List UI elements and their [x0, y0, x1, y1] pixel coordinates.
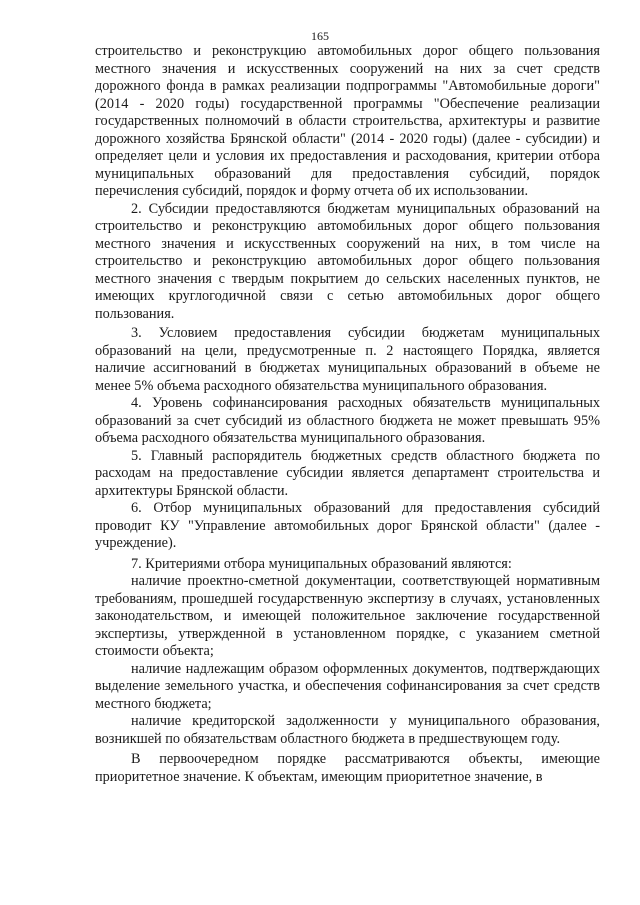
document-body — [95, 43, 600, 786]
paragraph-item-2: 2. Субсидии предоставляются бюджетам муниципальных образований на строительство и реконструкцию автомобильных дорог общего пользования местного значения и искусственных сооружений на них, в том числе на строительство и реконструкцию автомобильных дорог общего пользования местного значения с твердым покрытием до сельских населенных пунктов, не имеющих круглогодичной связи с сетью автомобильных дорог общего пользования. — [95, 200, 600, 322]
criteria-land-documents: наличие надлежащим образом оформленных документов, подтверждающих выделение земельного участка, и обеспечения софинансирования за счет средств местного бюджета; — [95, 660, 600, 712]
criteria-project-documentation: наличие проектно-сметной документации, соответствующей нормативным требованиям, прошедшей государственную экспертизу в случаях, установленных законодательством, и имеющей положительное заключение государственной экспертизы, утвержденной в установленном порядке, с указанием сметной стоимости объекта; — [95, 573, 600, 659]
paragraph-item-3: 3. Условием предоставления субсидии бюджетам муниципальных образований на цели, предусмотренные п. 2 настоящего Порядка, является наличие ассигнований в бюджетах муниципальных образований в объеме не менее 5% объема расходного обязательства муниципального образования. — [95, 325, 600, 394]
criteria-creditor-debt: наличие кредиторской задолженности у муниципального образования, возникшей по обязательствам областного бюджета в предшествующем году. — [95, 713, 600, 747]
paragraph-item-4: 4. Уровень софинансирования расходных обязательств муниципальных образований за счет субсидий из областного бюджета не может превышать 95% объема расходного обязательства муниципального образования. — [95, 395, 600, 446]
paragraph-priority-objects: В первоочередном порядке рассматриваются объекты, имеющие приоритетное значение. К объектам, имеющим приоритетное значение, в — [95, 751, 600, 785]
paragraph-item-6: 6. Отбор муниципальных образований для предоставления субсидий проводит КУ "Управление автомобильных дорог Брянской области" (далее - учреждение). — [95, 500, 600, 551]
page-number: 165 — [311, 29, 329, 43]
paragraph-item-7: 7. Критериями отбора муниципальных образований являются: — [131, 555, 512, 572]
paragraph-item-5: 5. Главный распорядитель бюджетных средств областного бюджета по расходам на предоставление субсидии является департамент строительства и архитектуры Брянской области. — [95, 447, 600, 499]
paragraph-continuation: строительство и реконструкцию автомобильных дорог общего пользования местного значения и искусственных сооружений на них за счет средств дорожного фонда в рамках реализации подпрограммы "Автомобильные дороги" (2014 - 2020 годы) государственной программы "Обеспечение реализации государственных полномочий в области строительства, архитектуры и развитие дорожного хозяйства Брянской области" (2014 - 2020 годы) (далее - субсидии) и определяет цели и условия их предоставления и расходования, критерии отбора муниципальных образований для предоставления субсидий, порядок перечисления субсидий, порядок и форму отчета об их использовании. — [95, 43, 600, 199]
